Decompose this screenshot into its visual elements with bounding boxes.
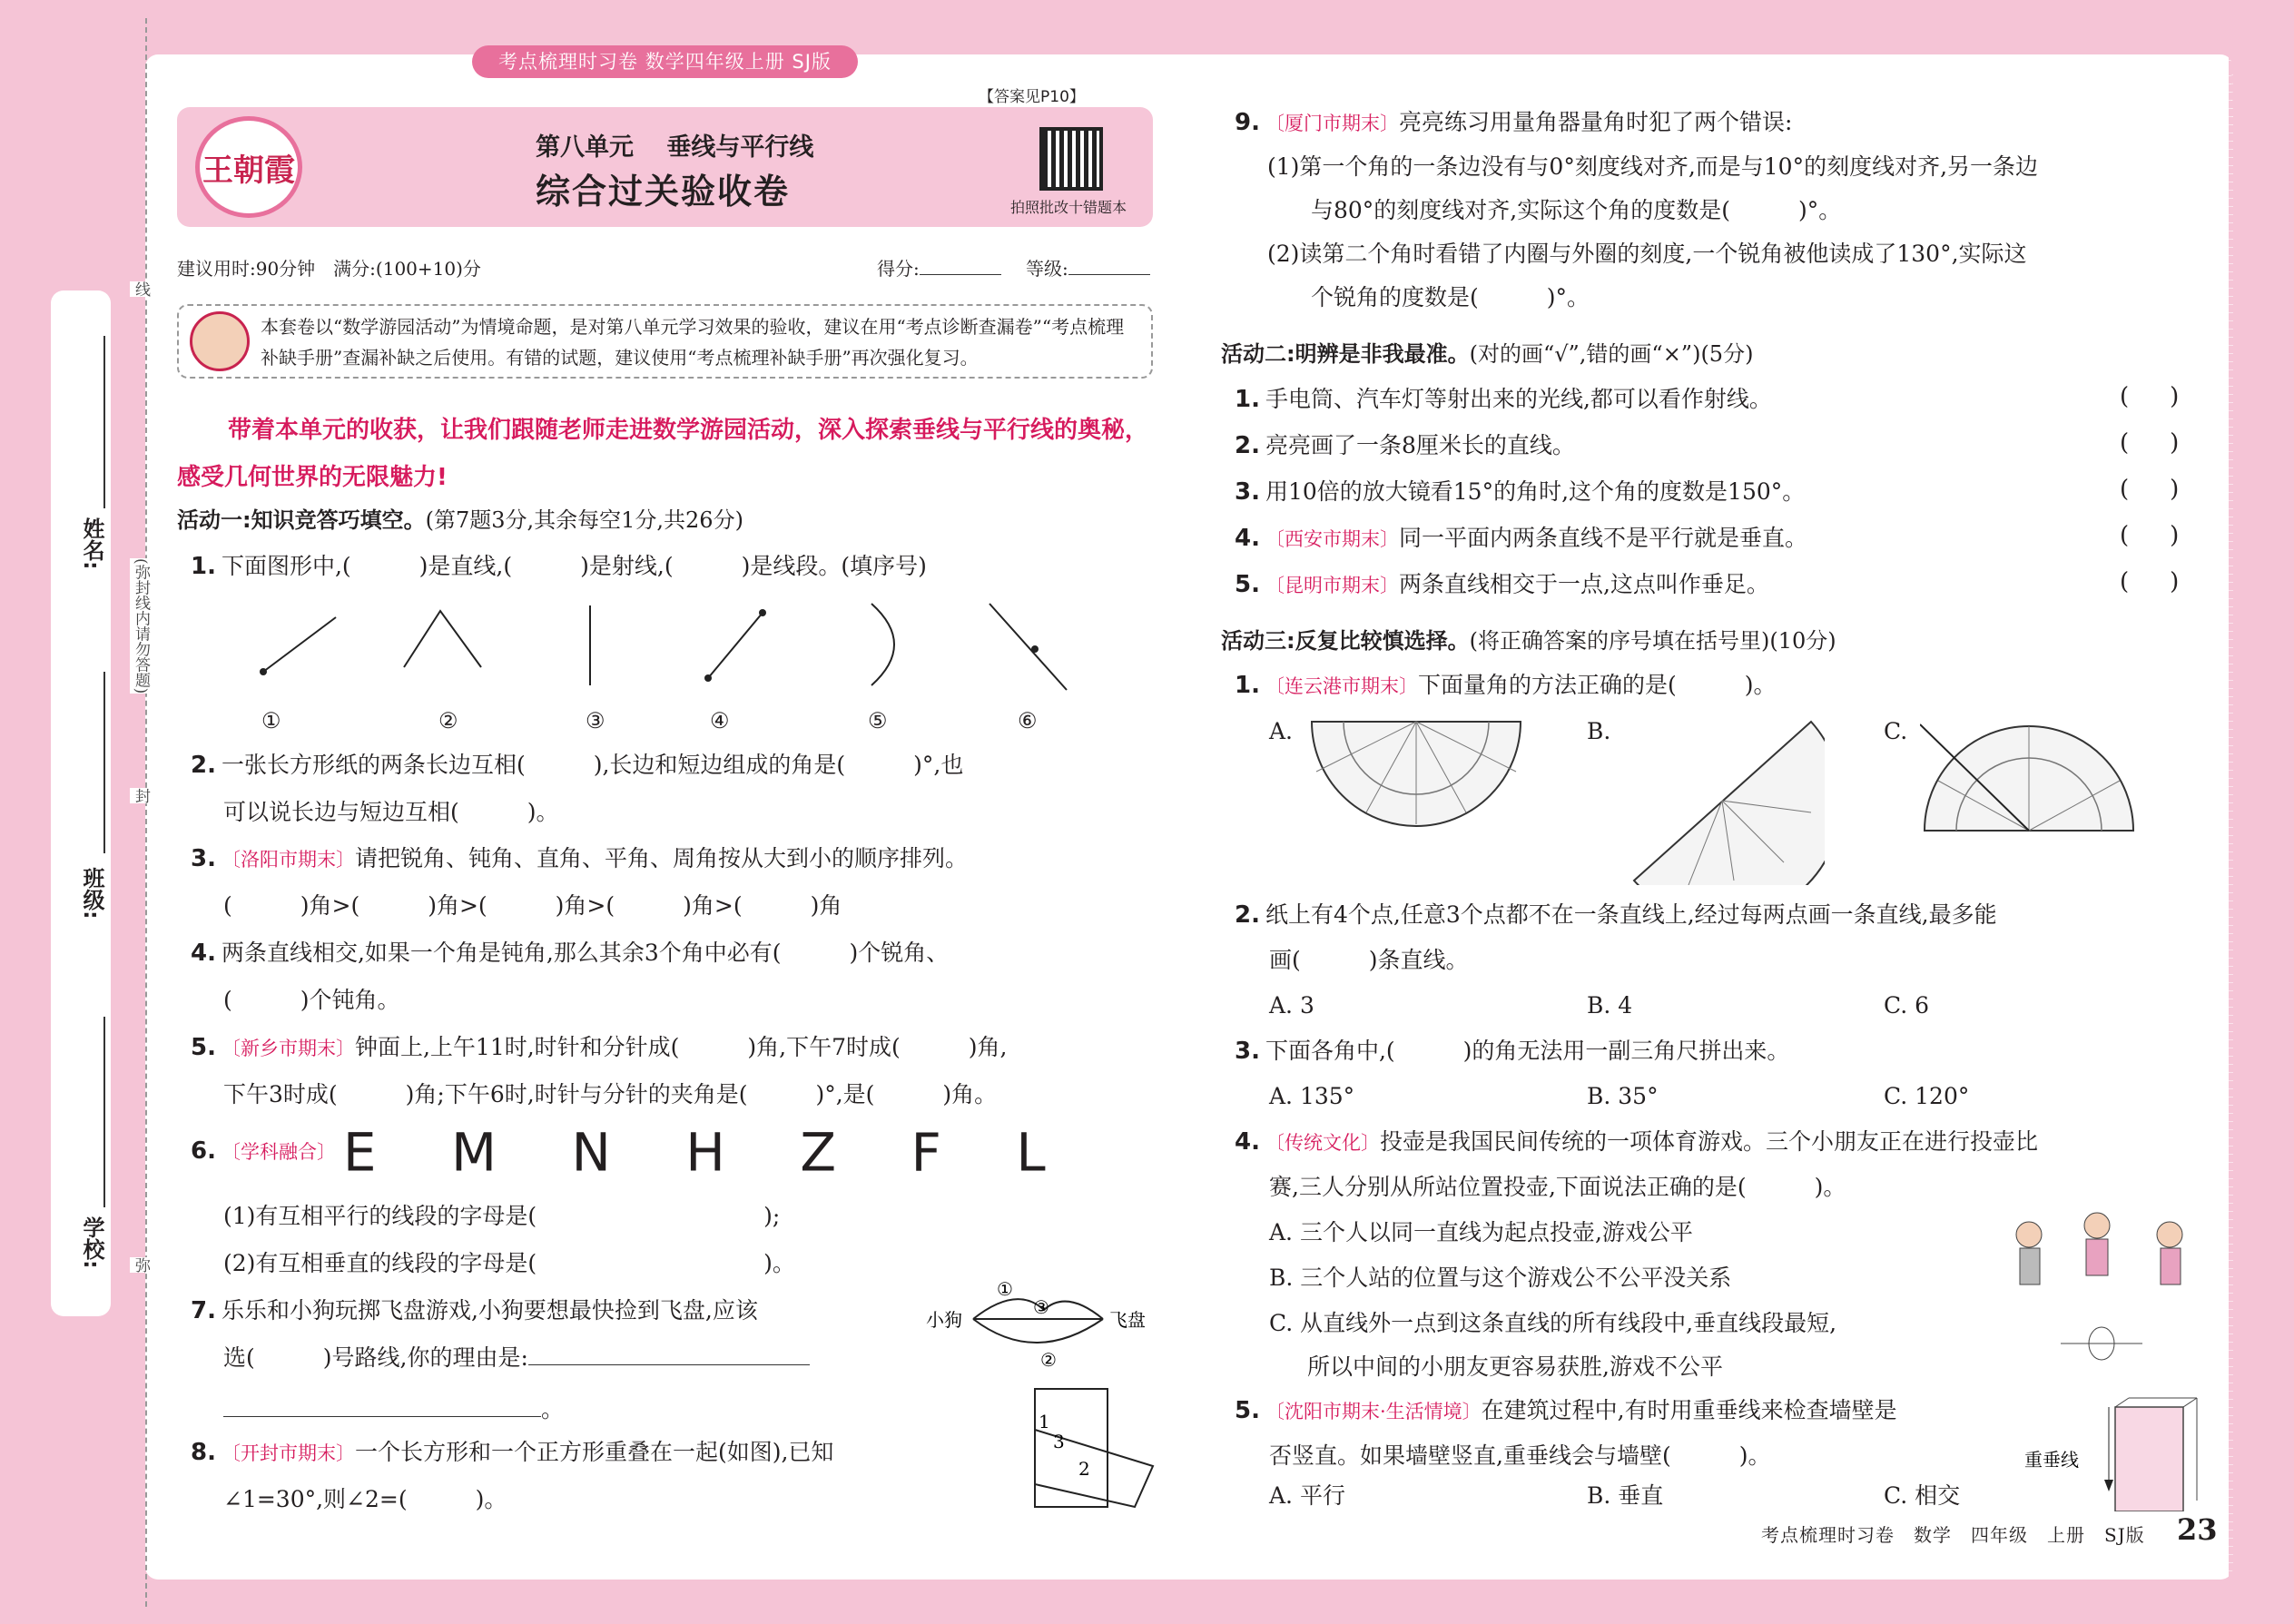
- c4-opt-b[interactable]: B. 三个人站的位置与这个游戏公不公平没关系: [1269, 1265, 1732, 1291]
- c2-opt-c[interactable]: C. 6: [1884, 992, 1930, 1019]
- fig-label-3: ③: [586, 708, 605, 733]
- brand-logo: 王朝霞: [195, 116, 302, 218]
- q3-line1: 请把锐角、钝角、直角、平角、周角按从大到小的顺序排列。: [354, 845, 968, 871]
- c1-opt-a[interactable]: A.: [1269, 718, 1294, 744]
- q1-text: 下面图形中,( )是直线,( )是射线,( )是线段。(填序号): [221, 553, 927, 579]
- c4-line2: 赛,三人分别从所站位置投壶,下面说法正确的是( )。: [1269, 1174, 1846, 1200]
- protractor-a: [1307, 717, 1525, 831]
- route-2: ②: [1040, 1349, 1057, 1371]
- act2-title: 活动二:明辨是非我最准。: [1221, 341, 1470, 367]
- q6-line2: (2)有互相垂直的线段的字母是( )。: [223, 1250, 795, 1276]
- time-score-info: 建议用时:90分钟 满分:(100+10)分: [177, 258, 481, 280]
- children-figure: [2006, 1207, 2206, 1371]
- route-1: ①: [997, 1278, 1013, 1300]
- qr-label: 拍照批改十错题本: [1010, 199, 1127, 216]
- c3-text: 下面各角中,( )的角无法用一副三角尺拼出来。: [1265, 1038, 1790, 1064]
- grade-label: 等级:: [1026, 258, 1068, 280]
- paper-title: 综合过关验收卷: [536, 172, 791, 212]
- plumb-line-label: 重垂线: [2024, 1449, 2079, 1471]
- q2-line1: 一张长方形纸的两条长边互相( ),长边和短边组成的角是( )°,也: [221, 752, 964, 778]
- c1-opt-b[interactable]: B.: [1587, 718, 1611, 744]
- protractor-c: [1920, 717, 2138, 835]
- q5-line1: 钟面上,上午11时,时针和分针成( )角,下午7时成( )角,: [354, 1034, 1008, 1060]
- disc-label: 飞盘: [1109, 1309, 1146, 1331]
- q7-reason-blank[interactable]: [528, 1347, 810, 1365]
- seal-mi: 弥: [130, 1257, 153, 1273]
- q9-2-line2: 个锐角的度数是( )°。: [1311, 284, 1590, 310]
- c2-opt-b[interactable]: B. 4: [1587, 992, 1633, 1019]
- act3-note: (将正确答案的序号填在括号里)(10分): [1469, 628, 1836, 654]
- page-number: 23: [2177, 1512, 2218, 1547]
- c3-opt-a[interactable]: A. 135°: [1269, 1083, 1355, 1109]
- q7-line1: 乐乐和小狗玩掷飞盘游戏,小狗要想最快捡到飞盘,应该: [221, 1297, 758, 1324]
- page-footer: 考点梳理时习卷 数学 四年级 上册 SJ版: [1761, 1524, 2145, 1546]
- intro-box: [177, 304, 1153, 379]
- title-header: [177, 107, 1153, 227]
- q9-text: 亮亮练习用量角器量角时犯了两个错误:: [1398, 109, 1793, 135]
- tf-2-text: 亮亮画了一条8厘米长的直线。: [1265, 432, 1575, 458]
- c5-opt-a[interactable]: A. 平行: [1269, 1482, 1345, 1509]
- protractor-b: [1625, 713, 1825, 885]
- answer-reference: 【答案见P10】: [979, 88, 1085, 106]
- tf-5-text: 两条直线相交于一点,这点叫作垂足。: [1398, 571, 1769, 597]
- intro-text: 本套卷以“数学游园活动”为情境命题，是对第八单元学习效果的验收，建议在用“考点诊断查漏卷”“考点梳理补缺手册”查漏补缺之后使用。有错的试题，建议使用“考点梳理补缺手册”再次强化复习。: [261, 316, 1125, 369]
- tf-3-answer[interactable]: (): [2120, 476, 2220, 503]
- figure-2: [404, 611, 481, 667]
- c4-tag: 〔传统文化〕: [1265, 1132, 1380, 1154]
- tf-1-answer[interactable]: (): [2120, 383, 2220, 410]
- unit-title: 第八单元 垂线与平行线: [536, 133, 814, 162]
- q4-line1: 两条直线相交,如果一个角是钝角,那么其余3个角中必有( )个锐角、: [221, 940, 950, 966]
- tf-4-answer[interactable]: (): [2120, 522, 2220, 549]
- c1-opt-c[interactable]: C.: [1884, 718, 1908, 744]
- seal-feng: 封: [130, 788, 153, 803]
- act3-title: 活动三:反复比较慎选择。: [1221, 628, 1470, 654]
- q6-tag: 〔学科融合〕: [221, 1141, 336, 1163]
- seal-xian: 线: [130, 281, 153, 297]
- c4-opt-a[interactable]: A. 三个人以同一直线为起点投壶,游戏公平: [1269, 1219, 1693, 1245]
- c4-opt-c[interactable]: C. 从直线外一点到这条直线的所有线段中,垂直线段最短,: [1269, 1310, 1837, 1336]
- girl-avatar-icon: [190, 311, 250, 371]
- figure-4: [708, 613, 763, 678]
- q7-period: 。: [541, 1396, 565, 1422]
- fig-label-1: ①: [261, 708, 281, 733]
- school-blank[interactable]: [103, 1017, 105, 1207]
- c5-opt-b[interactable]: B. 垂直: [1587, 1482, 1664, 1509]
- act2-note: (对的画“√”,错的画“×”)(5分): [1469, 341, 1754, 367]
- q3-line2: ( )角>( )角>( )角>( )角>( )角: [223, 892, 842, 919]
- q9-tag: 〔厦门市期末〕: [1265, 113, 1399, 134]
- c3-opt-c[interactable]: C. 120°: [1884, 1083, 1970, 1109]
- q6-letters: E M N H Z F L: [342, 1121, 1075, 1184]
- q8-figure: [1026, 1384, 1162, 1511]
- q9-1-line1: (1)第一个角的一条边没有与0°刻度线对齐,而是与10°的刻度线对齐,另一条边: [1267, 153, 2039, 180]
- fig-label-4: ④: [710, 708, 730, 733]
- qr-code-icon[interactable]: [1039, 127, 1103, 191]
- q7-figure: [926, 1275, 1162, 1375]
- c5-line2: 否竖直。如果墙壁竖直,重垂线会与墙壁( )。: [1269, 1442, 1771, 1469]
- q9-1-line2: 与80°的刻度线对齐,实际这个角的度数是( )°。: [1311, 197, 1842, 223]
- act1-title: 活动一:知识竞答巧填空。: [177, 507, 426, 533]
- q3-tag: 〔洛阳市期末〕: [221, 849, 355, 871]
- series-banner: 考点梳理时习卷 数学四年级上册 SJ版: [472, 45, 858, 78]
- q8-line2: ∠1=30°,则∠2=( )。: [223, 1486, 507, 1512]
- q5-line2: 下午3时成( )角;下午6时,时针与分针的夹角是( )°,是( )角。: [223, 1081, 998, 1107]
- angle-3: 3: [1053, 1431, 1065, 1452]
- class-label: 班级:: [79, 867, 104, 920]
- figure-5: [871, 604, 894, 685]
- wall-figure: [2024, 1393, 2206, 1511]
- c2-line2: 画( )条直线。: [1269, 947, 1469, 973]
- fig-label-2: ②: [438, 708, 458, 733]
- q8-line1: 一个长方形和一个正方形重叠在一起(如图),已知: [354, 1439, 834, 1465]
- q6-line1: (1)有互相平行的线段的字母是( );: [223, 1203, 781, 1229]
- c2-line1: 纸上有4个点,任意3个点都不在一条直线上,经过每两点画一条直线,最多能: [1265, 901, 1997, 928]
- figure-6: [989, 604, 1067, 690]
- score-label: 得分:: [877, 258, 920, 280]
- binding-dash-line: [145, 18, 147, 1607]
- c4-opt-c-cont: 所以中间的小朋友更容易获胜,游戏不公平: [1307, 1353, 1723, 1380]
- c4-line1: 投壶是我国民间传统的一项体育游戏。三个小朋友正在进行投壶比: [1379, 1128, 2038, 1155]
- c5-opt-c[interactable]: C. 相交: [1884, 1482, 1961, 1509]
- c1-tag: 〔连云港市期末〕: [1265, 675, 1418, 697]
- lead-paragraph: 带着本单元的收获，让我们跟随老师走进数学游园活动，深入探索垂线与平行线的奥秘，感受几何世界的无限魅力!: [177, 417, 1149, 491]
- score-blank[interactable]: [920, 257, 1001, 275]
- fig-label-5: ⑤: [868, 708, 888, 733]
- name-blank[interactable]: [103, 336, 105, 508]
- tf-2-answer[interactable]: (): [2120, 429, 2220, 457]
- tf-3-text: 用10倍的放大镜看15°的角时,这个角的度数是150°。: [1265, 478, 1806, 505]
- route-3: ③: [1033, 1296, 1049, 1318]
- class-blank[interactable]: [103, 672, 105, 853]
- c5-tag: 〔沈阳市期末·生活情境〕: [1265, 1401, 1482, 1422]
- name-label: 姓名:: [79, 517, 104, 570]
- c1-text: 下面量角的方法正确的是( )。: [1417, 672, 1777, 698]
- q1-figures: [245, 595, 1098, 735]
- tf-1-text: 手电筒、汽车灯等射出来的光线,都可以看作射线。: [1265, 386, 1772, 412]
- tf-5-answer[interactable]: (): [2120, 568, 2220, 595]
- q8-tag: 〔开封市期末〕: [221, 1442, 355, 1464]
- wavy-border: [2229, 54, 2256, 1580]
- q9-2-line1: (2)读第二个角时看错了内圈与外圈的刻度,一个锐角被他读成了130°,实际这: [1267, 241, 2027, 267]
- dog-label: 小狗: [926, 1309, 962, 1331]
- school-label: 学校:: [79, 1216, 104, 1269]
- c3-opt-b[interactable]: B. 35°: [1587, 1083, 1659, 1109]
- angle-2: 2: [1078, 1458, 1090, 1480]
- grade-blank[interactable]: [1068, 257, 1150, 275]
- fig-label-6: ⑥: [1018, 708, 1038, 733]
- q7-reason-blank-2[interactable]: [223, 1399, 541, 1417]
- angle-1: 1: [1039, 1411, 1050, 1432]
- student-info-strip: [51, 290, 111, 1316]
- tf-4-text: 同一平面内两条直线不是平行就是垂直。: [1398, 525, 1807, 551]
- c5-line1: 在建筑过程中,有时用重垂线来检查墙壁是: [1481, 1397, 1897, 1423]
- act1-note: (第7题3分,其余每空1分,共26分): [425, 507, 743, 533]
- q4-line2: ( )个钝角。: [223, 987, 400, 1013]
- q2-line2: 可以说长边与短边互相( )。: [223, 799, 559, 825]
- q7-line2: 选( )号路线,你的理由是:: [223, 1344, 528, 1371]
- c2-opt-a[interactable]: A. 3: [1269, 992, 1314, 1019]
- seal-note: (弥封线内请勿答题): [130, 558, 153, 694]
- tf-5-tag: 〔昆明市期末〕: [1265, 575, 1399, 596]
- q5-tag: 〔新乡市期末〕: [221, 1038, 355, 1059]
- figure-1: [263, 617, 336, 672]
- tf-4-tag: 〔西安市期末〕: [1265, 528, 1399, 550]
